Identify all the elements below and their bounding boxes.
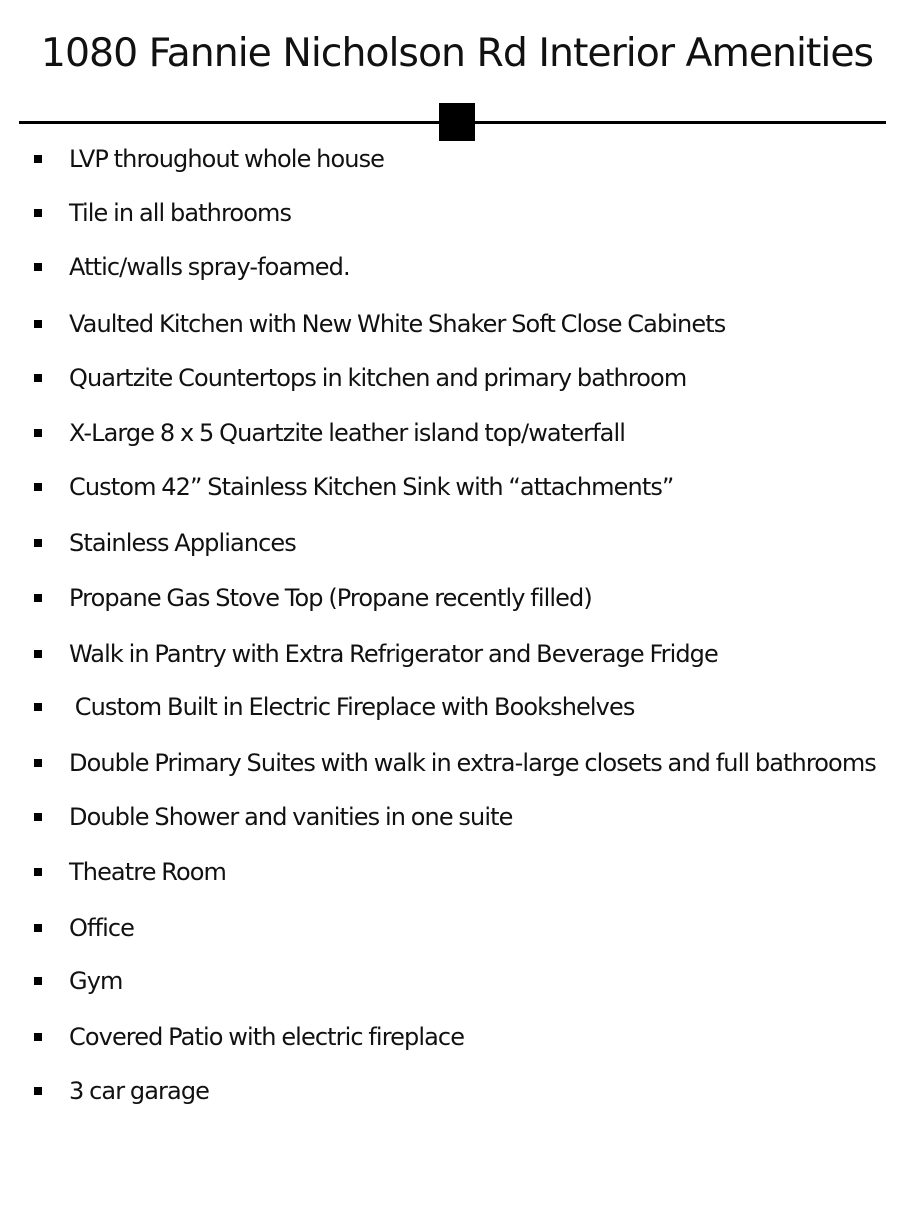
list-item	[0, 251, 914, 285]
page-title: 1080 Fannie Nicholson Rd Interior Amenities	[40, 30, 874, 76]
list-item-text: Attic/walls spray-foamed.	[69, 253, 350, 281]
list-item	[0, 143, 914, 177]
list-item-text: Stainless Appliances	[69, 529, 296, 557]
list-item-text: Propane Gas Stove Top (Propane recently filled)	[69, 584, 592, 612]
bullet-square-icon	[34, 483, 42, 491]
bullet-square-icon	[34, 759, 42, 767]
bullet-square-icon	[34, 1087, 42, 1095]
list-item-text: Gym	[69, 967, 123, 995]
list-item-text: LVP throughout whole house	[69, 145, 385, 173]
list-item	[0, 1075, 914, 1109]
list-item	[0, 582, 914, 616]
bullet-square-icon	[34, 977, 42, 985]
bullet-square-icon	[34, 539, 42, 547]
bullet-square-icon	[34, 868, 42, 876]
divider-square-ornament	[439, 103, 475, 141]
list-item-text: Theatre Room	[69, 858, 227, 886]
list-item	[0, 856, 914, 890]
bullet-square-icon	[34, 209, 42, 217]
bullet-square-icon	[34, 263, 42, 271]
list-item-text: Vaulted Kitchen with New White Shaker Soft Close Cabinets	[69, 310, 726, 338]
bullet-square-icon	[34, 703, 42, 711]
list-item	[0, 527, 914, 561]
list-item-text: Custom 42” Stainless Kitchen Sink with “attachments”	[69, 473, 674, 501]
bullet-square-icon	[34, 155, 42, 163]
list-item-text: Covered Patio with electric fireplace	[69, 1023, 465, 1051]
bullet-square-icon	[34, 594, 42, 602]
bullet-square-icon	[34, 924, 42, 932]
list-item	[0, 638, 914, 672]
list-item	[0, 801, 914, 835]
list-item-text: Office	[69, 914, 135, 942]
list-item-text: Double Primary Suites with walk in extra-large closets and full bathrooms	[69, 749, 876, 777]
bullet-square-icon	[34, 813, 42, 821]
list-item	[0, 1021, 914, 1055]
list-item	[0, 471, 914, 505]
list-item-text: X-Large 8 x 5 Quartzite leather island top/waterfall	[69, 419, 625, 447]
list-item	[0, 747, 914, 781]
list-item	[0, 691, 914, 725]
list-item-text: Quartzite Countertops in kitchen and primary bathroom	[69, 364, 687, 392]
bullet-square-icon	[34, 650, 42, 658]
list-item-text: 3 car garage	[69, 1077, 210, 1105]
list-item	[0, 912, 914, 946]
list-item-text: Custom Built in Electric Fireplace with Bookshelves	[69, 693, 635, 721]
list-item-text: Double Shower and vanities in one suite	[69, 803, 513, 831]
list-item-text: Walk in Pantry with Extra Refrigerator and Beverage Fridge	[69, 640, 718, 668]
bullet-square-icon	[34, 429, 42, 437]
list-item-text: Tile in all bathrooms	[69, 199, 292, 227]
list-item	[0, 417, 914, 451]
list-item	[0, 965, 914, 999]
bullet-square-icon	[34, 320, 42, 328]
list-item	[0, 197, 914, 231]
list-item	[0, 308, 914, 342]
bullet-square-icon	[34, 1033, 42, 1041]
list-item	[0, 362, 914, 396]
bullet-square-icon	[34, 374, 42, 382]
